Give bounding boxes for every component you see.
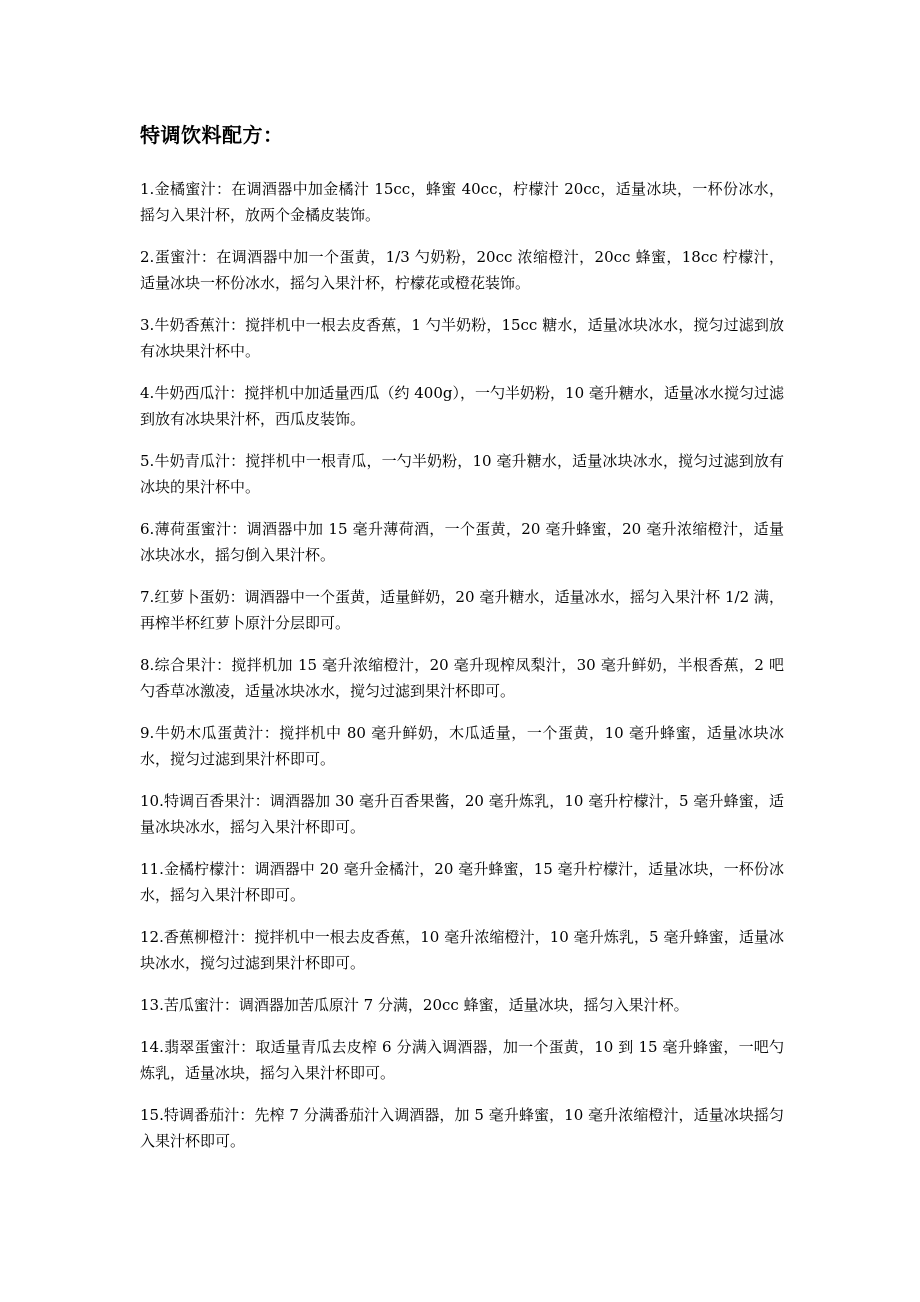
- recipe-item-6: 6.薄荷蛋蜜汁：调酒器中加 15 毫升薄荷酒，一个蛋黄，20 毫升蜂蜜，20 毫升浓缩橙汁，适量冰块冰水，摇匀倒入果汁杯。: [140, 520, 784, 564]
- recipe-item-14: 14.翡翠蛋蜜汁：取适量青瓜去皮榨 6 分满入调酒器，加一个蛋黄，10 到 15 毫升蜂蜜，一吧勺炼乳，适量冰块，摇匀入果汁杯即可。: [140, 1038, 784, 1082]
- recipe-item-4: 4.牛奶西瓜汁：搅拌机中加适量西瓜（约 400g），一勺半奶粉，10 毫升糖水，适量冰水搅匀过滤到放有冰块果汁杯，西瓜皮装饰。: [140, 384, 784, 428]
- recipe-item-15: 15.特调番茄汁：先榨 7 分满番茄汁入调酒器，加 5 毫升蜂蜜，10 毫升浓缩橙汁，适量冰块摇匀入果汁杯即可。: [140, 1106, 784, 1150]
- recipe-item-8: 8.综合果汁：搅拌机加 15 毫升浓缩橙汁，20 毫升现榨凤梨汁，30 毫升鲜奶，半根香蕉，2 吧勺香草冰激凌，适量冰块冰水，搅匀过滤到果汁杯即可。: [140, 656, 784, 700]
- page-title: 特调饮料配方：: [140, 123, 284, 147]
- recipe-item-1: 1.金橘蜜汁：在调酒器中加金橘汁 15cc，蜂蜜 40cc，柠檬汁 20cc，适量冰块，一杯份冰水，摇匀入果汁杯，放两个金橘皮装饰。: [140, 180, 784, 224]
- recipe-item-7: 7.红萝卜蛋奶：调酒器中一个蛋黄，适量鲜奶，20 毫升糖水，适量冰水，摇匀入果汁杯 1/2 满，再榨半杯红萝卜原汁分层即可。: [140, 588, 784, 632]
- recipe-item-12: 12.香蕉柳橙汁：搅拌机中一根去皮香蕉，10 毫升浓缩橙汁，10 毫升炼乳，5 毫升蜂蜜，适量冰块冰水，搅匀过滤到果汁杯即可。: [140, 928, 784, 972]
- recipe-item-9: 9.牛奶木瓜蛋黄汁：搅拌机中 80 毫升鲜奶，木瓜适量，一个蛋黄，10 毫升蜂蜜，适量冰块冰水，搅匀过滤到果汁杯即可。: [140, 724, 784, 768]
- recipe-item-13: 13.苦瓜蜜汁：调酒器加苦瓜原汁 7 分满，20cc 蜂蜜，适量冰块，摇匀入果汁杯。: [140, 996, 689, 1014]
- recipe-item-11: 11.金橘柠檬汁：调酒器中 20 毫升金橘汁，20 毫升蜂蜜，15 毫升柠檬汁，适量冰块，一杯份冰水，摇匀入果汁杯即可。: [140, 860, 784, 904]
- recipe-item-2: 2.蛋蜜汁：在调酒器中加一个蛋黄，1/3 勺奶粉，20cc 浓缩橙汁，20cc 蜂蜜，18cc 柠檬汁，适量冰块一杯份冰水，摇匀入果汁杯，柠檬花或橙花装饰。: [140, 248, 784, 292]
- recipe-list: [140, 176, 784, 1154]
- recipe-item-5: 5.牛奶青瓜汁：搅拌机中一根青瓜，一勺半奶粉，10 毫升糖水，适量冰块冰水，搅匀过滤到放有冰块的果汁杯中。: [140, 452, 784, 496]
- recipe-item-10: 10.特调百香果汁：调酒器加 30 毫升百香果酱，20 毫升炼乳，10 毫升柠檬汁，5 毫升蜂蜜，适量冰块冰水，摇匀入果汁杯即可。: [140, 792, 784, 836]
- recipe-item-3: 3.牛奶香蕉汁：搅拌机中一根去皮香蕉，1 勺半奶粉，15cc 糖水，适量冰块冰水，搅匀过滤到放有冰块果汁杯中。: [140, 316, 784, 360]
- document-page: [140, 118, 784, 1170]
